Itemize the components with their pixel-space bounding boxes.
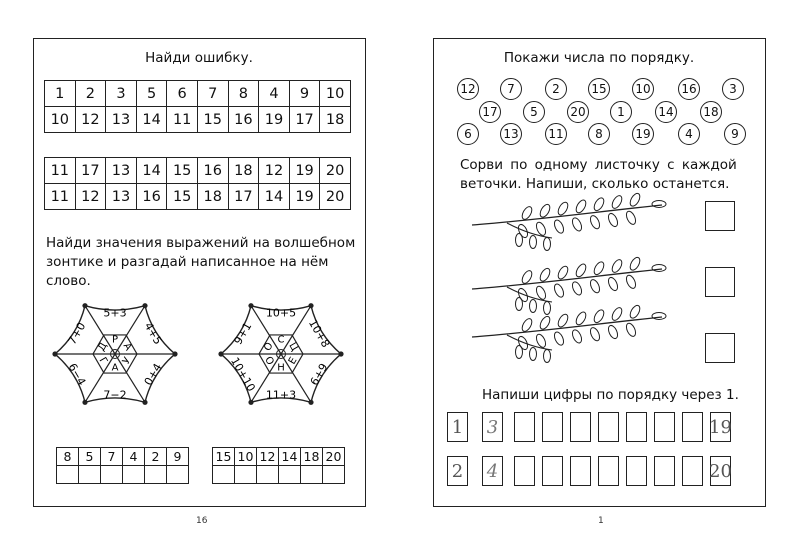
table1-cell: 14: [136, 107, 167, 133]
leaf: [556, 313, 570, 329]
table1-cell: 16: [228, 107, 259, 133]
writing-cell[interactable]: [570, 456, 591, 486]
umbrella-expression: 11+3: [265, 388, 297, 402]
table2-cell: 16: [197, 158, 228, 184]
right-page-title: Покажи числа по порядку.: [503, 50, 695, 66]
table1-cell: 13: [106, 107, 137, 133]
writing-cell[interactable]: [682, 456, 703, 486]
writing-cell[interactable]: [654, 456, 675, 486]
answer-letter-cell[interactable]: [257, 466, 279, 484]
leaf: [553, 219, 566, 235]
leaf: [628, 256, 642, 272]
table2-cell: 14: [259, 184, 290, 210]
number-circle[interactable]: 9: [724, 123, 746, 145]
leaf: [556, 265, 570, 281]
leaf: [574, 310, 588, 326]
answer-letter-cell[interactable]: [167, 466, 189, 484]
leaf: [520, 205, 534, 221]
table2-cell: 15: [167, 184, 198, 210]
answer-table-2: [212, 447, 345, 484]
leaf: [544, 350, 551, 363]
table2-cell: 13: [106, 184, 137, 210]
writing-cell[interactable]: [654, 412, 675, 442]
answer-letter-cell[interactable]: [57, 466, 79, 484]
umbrella-letter: Д: [96, 340, 110, 354]
answer-number-cell: 14: [279, 448, 301, 466]
answer-number-cell: 12: [257, 448, 279, 466]
writing-cell-first[interactable]: 1: [447, 412, 468, 442]
number-circle[interactable]: 14: [655, 101, 677, 123]
answer-number-cell: 15: [213, 448, 235, 466]
table1-cell: 7: [197, 81, 228, 107]
leaf: [530, 236, 537, 249]
leaf: [574, 198, 588, 214]
writing-instruction: Напиши цифры по порядку через 1.: [482, 387, 739, 403]
umbrella-letter: Г: [96, 355, 110, 367]
umbrella-letter: О: [262, 354, 276, 368]
leaf: [574, 262, 588, 278]
umbrella-1: [40, 284, 190, 424]
answer-letter-cell[interactable]: [323, 466, 345, 484]
number-circle[interactable]: 17: [479, 101, 501, 123]
branch-1: [467, 191, 667, 251]
umbrella-center-dot: [114, 353, 117, 356]
answer-letter-cell[interactable]: [213, 466, 235, 484]
leaf: [628, 304, 642, 320]
table2-cell: 13: [106, 158, 137, 184]
umbrella-expression: 7−2: [103, 388, 127, 402]
answer-box-2[interactable]: [705, 267, 735, 297]
number-circle[interactable]: 1: [610, 101, 632, 123]
umbrella-letter: Р: [111, 334, 119, 346]
left-page-number: 16: [196, 516, 208, 526]
writing-cell-first[interactable]: 2: [447, 456, 468, 486]
numbers-table-2: [44, 157, 351, 210]
umbrella-tip: [142, 400, 147, 405]
table2-cell: 11: [45, 158, 76, 184]
leaf: [516, 234, 523, 247]
answer-box-3[interactable]: [705, 333, 735, 363]
writing-cell[interactable]: [514, 456, 535, 486]
leaf: [610, 258, 624, 274]
table1-cell: 5: [136, 81, 167, 107]
writing-cell[interactable]: [598, 412, 619, 442]
table2-cell: 14: [136, 158, 167, 184]
umbrella-letter: О: [262, 340, 276, 354]
umbrella-expression: 6−4: [65, 361, 89, 388]
umbrella-tip: [82, 400, 87, 405]
umbrella-tip: [82, 303, 87, 308]
writing-cell-dotted[interactable]: 3: [482, 412, 503, 442]
answer-letter-cell[interactable]: [123, 466, 145, 484]
leaf: [517, 223, 530, 239]
leaf: [571, 328, 584, 344]
umbrella-expression: 5+3: [103, 306, 127, 320]
leaf: [628, 192, 642, 208]
writing-cell[interactable]: [542, 456, 563, 486]
writing-cell[interactable]: [598, 456, 619, 486]
umbrella-tip: [248, 303, 253, 308]
leaf: [544, 238, 551, 251]
table2-cell: 20: [320, 158, 351, 184]
umbrella-expression: 10+5: [265, 306, 297, 320]
writing-cell[interactable]: [514, 412, 535, 442]
answer-number-cell: 9: [167, 448, 189, 466]
leaf: [610, 306, 624, 322]
leaf: [553, 331, 566, 347]
table1-cell: 12: [75, 107, 106, 133]
leaf: [610, 194, 624, 210]
leaf: [607, 212, 620, 228]
writing-cell[interactable]: [626, 456, 647, 486]
table1-cell: 11: [167, 107, 198, 133]
table1-cell: 8: [228, 81, 259, 107]
leaf: [538, 315, 552, 331]
leaf: [625, 322, 638, 338]
number-circle[interactable]: 16: [678, 78, 700, 100]
table1-cell: 15: [197, 107, 228, 133]
umbrella-tip: [308, 400, 313, 405]
left-page: [33, 38, 366, 507]
leaf: [530, 348, 537, 361]
table2-cell: 18: [197, 184, 228, 210]
table2-cell: 18: [228, 158, 259, 184]
leaf: [589, 214, 602, 230]
leaf: [517, 335, 530, 351]
answer-number-cell: 20: [323, 448, 345, 466]
umbrella-expression: 9+1: [231, 320, 255, 347]
writing-cell-last[interactable]: 19: [710, 412, 731, 442]
umbrella-expression: 10+8: [305, 317, 333, 350]
leaf: [625, 274, 638, 290]
answer-table-1: [56, 447, 189, 484]
table1-cell: 4: [259, 81, 290, 107]
number-circle[interactable]: 8: [588, 123, 610, 145]
leaf: [556, 201, 570, 217]
leaf: [625, 210, 638, 226]
table2-cell: 12: [259, 158, 290, 184]
leaf: [652, 313, 666, 320]
leaf: [652, 201, 666, 208]
table2-cell: 16: [136, 184, 167, 210]
table2-cell: 20: [320, 184, 351, 210]
leaf: [516, 346, 523, 359]
leaf: [517, 287, 530, 303]
leaf: [607, 324, 620, 340]
table1-cell: 6: [167, 81, 198, 107]
umbrella-expression: 4+5: [141, 320, 165, 347]
writing-cell[interactable]: [626, 412, 647, 442]
leaf: [571, 216, 584, 232]
answer-letter-cell[interactable]: [79, 466, 101, 484]
answer-letter-cell[interactable]: [301, 466, 323, 484]
umbrella-expression: 0+4: [141, 361, 165, 388]
umbrella-2: [206, 284, 356, 424]
number-circle[interactable]: 13: [500, 123, 522, 145]
umbrella-tip: [142, 303, 147, 308]
umbrella-letter: Е: [286, 355, 300, 367]
table1-cell: 9: [289, 81, 320, 107]
number-circle[interactable]: 20: [567, 101, 589, 123]
writing-cell[interactable]: [542, 412, 563, 442]
leaf: [592, 308, 606, 324]
answer-number-cell: 8: [57, 448, 79, 466]
left-page-title: Найди ошибку.: [145, 50, 253, 66]
number-circle[interactable]: 18: [700, 101, 722, 123]
table1-cell: 17: [289, 107, 320, 133]
table1-cell: 2: [75, 81, 106, 107]
right-page: [433, 38, 766, 507]
umbrella-tip: [218, 351, 223, 356]
writing-cell-last[interactable]: 20: [710, 456, 731, 486]
leaf: [553, 283, 566, 299]
umbrella-tip: [248, 400, 253, 405]
number-circle[interactable]: 19: [632, 123, 654, 145]
umbrella-letter: С: [277, 334, 285, 346]
table2-cell: 12: [75, 184, 106, 210]
number-circle[interactable]: 4: [678, 123, 700, 145]
table1-cell: 10: [45, 107, 76, 133]
umbrella-tip: [338, 351, 343, 356]
umbrella-tip: [52, 351, 57, 356]
number-circle[interactable]: 11: [545, 123, 567, 145]
number-circle[interactable]: 7: [500, 78, 522, 100]
answer-number-cell: 5: [79, 448, 101, 466]
branch-3: [467, 303, 667, 363]
leaf: [538, 267, 552, 283]
leaf: [538, 203, 552, 219]
number-circle[interactable]: 6: [457, 123, 479, 145]
umbrella-expression: 10+10: [227, 355, 258, 394]
answer-number-cell: 7: [101, 448, 123, 466]
answer-letter-cell[interactable]: [145, 466, 167, 484]
leaf: [592, 196, 606, 212]
answer-number-cell: 2: [145, 448, 167, 466]
umbrella-letter: У: [120, 355, 134, 367]
number-circle[interactable]: 10: [632, 78, 654, 100]
leaf: [520, 317, 534, 333]
right-page-number: 1: [598, 516, 604, 526]
leaf: [589, 278, 602, 294]
table2-cell: 17: [75, 158, 106, 184]
umbrella-letter: А: [111, 362, 119, 374]
number-circle[interactable]: 2: [545, 78, 567, 100]
table2-cell: 15: [167, 158, 198, 184]
answer-number-cell: 4: [123, 448, 145, 466]
branch-instruction-line1: Сорви по одному листочку с каждой: [460, 157, 737, 173]
answer-letter-cell[interactable]: [235, 466, 257, 484]
table2-cell: 17: [228, 184, 259, 210]
table2-cell: 19: [289, 184, 320, 210]
umbrella-instruction: [46, 234, 358, 291]
number-circle[interactable]: 15: [588, 78, 610, 100]
leaf: [652, 265, 666, 272]
answer-letter-cell[interactable]: [279, 466, 301, 484]
leaf: [589, 326, 602, 342]
leaf: [520, 269, 534, 285]
numbers-table-1: [44, 80, 351, 133]
number-circle[interactable]: 3: [722, 78, 744, 100]
umbrella-expression: 6+9: [307, 361, 331, 388]
table1-cell: 1: [45, 81, 76, 107]
table1-cell: 19: [259, 107, 290, 133]
table2-cell: 11: [45, 184, 76, 210]
umbrella-tip: [172, 351, 177, 356]
answer-number-cell: 10: [235, 448, 257, 466]
number-circle[interactable]: 12: [457, 78, 479, 100]
table1-cell: 10: [320, 81, 351, 107]
umbrella-letter: А: [120, 341, 134, 353]
writing-cell[interactable]: [682, 412, 703, 442]
umbrella-tip: [308, 303, 313, 308]
umbrella-instruction-line2: зонтике и разгадай написанное на нём слово.: [46, 254, 329, 289]
answer-box-1[interactable]: [705, 201, 735, 231]
branch-instruction: [460, 156, 760, 194]
answer-number-cell: 18: [301, 448, 323, 466]
leaf: [571, 280, 584, 296]
branch-instruction-line2: веточки. Напиши, сколько останется.: [460, 176, 730, 192]
umbrella-letter: Ц: [286, 340, 300, 354]
umbrella-expression: 7+0: [65, 320, 89, 347]
writing-cell[interactable]: [570, 412, 591, 442]
table2-cell: 19: [289, 158, 320, 184]
answer-letter-cell[interactable]: [101, 466, 123, 484]
table1-cell: 3: [106, 81, 137, 107]
leaf: [607, 276, 620, 292]
table1-cell: 18: [320, 107, 351, 133]
umbrella-center-dot: [280, 353, 283, 356]
writing-cell-dotted[interactable]: 4: [482, 456, 503, 486]
umbrella-instruction-line1: Найди значения выражений на волшебном: [46, 235, 356, 251]
umbrella-letter: Н: [277, 362, 285, 374]
number-circle[interactable]: 5: [523, 101, 545, 123]
leaf: [592, 260, 606, 276]
